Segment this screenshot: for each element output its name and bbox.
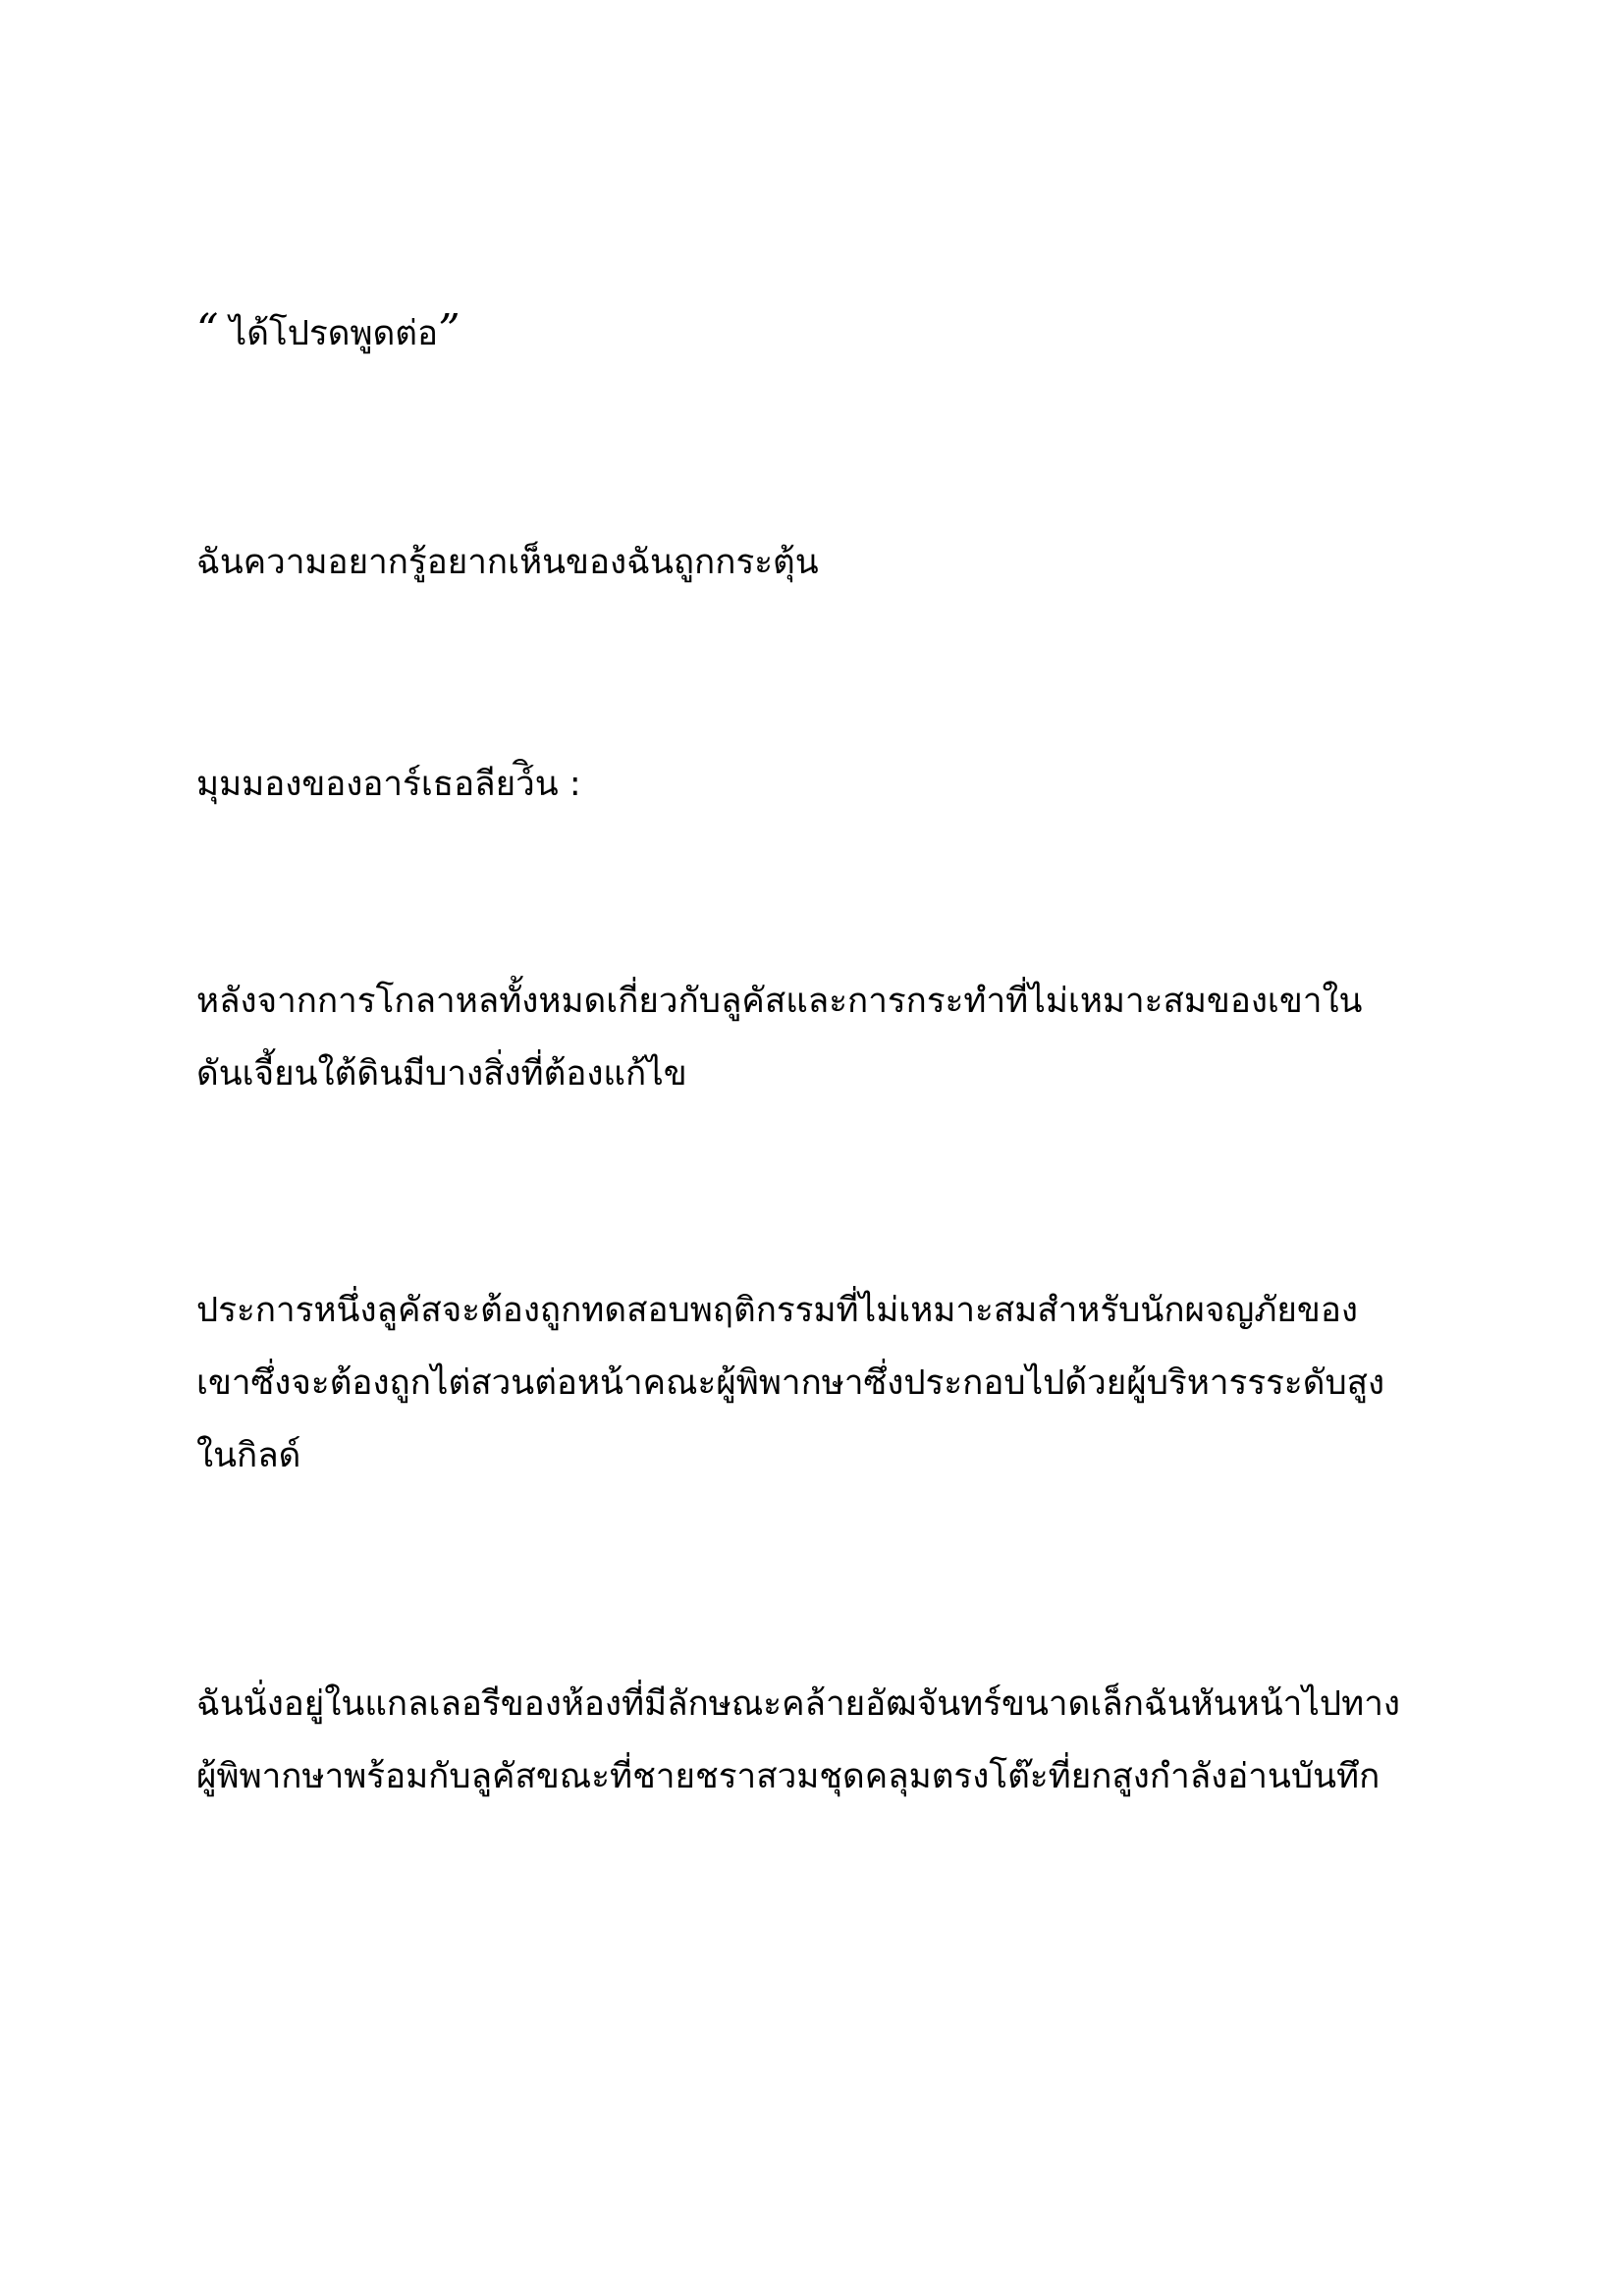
quote-text: ได้โปรดพูดต่อ xyxy=(218,314,439,353)
close-quote-mark: ” xyxy=(438,305,460,355)
paragraph-gallery xyxy=(196,1668,1473,1813)
paragraph-curiosity xyxy=(196,526,1473,599)
paragraph-aftermath xyxy=(196,965,1473,1110)
paragraph-line: เขาซึ่งจะต้องถูกไต่สวนต่อหน้าคณะผู้พิพากษาซึ่งประกอบไปด้วยผู้บริหารรระดับสูง xyxy=(196,1363,1385,1403)
paragraph-line: ประการหนึ่งลูคัสจะต้องถูกทดสอบพฤติกรรมที่ไม่เหมาะสมสำหรับนักผจญภัยของ xyxy=(196,1291,1358,1330)
paragraph-line: ฉันความอยากรู้อยากเห็นของฉันถูกกระตุ้น xyxy=(196,543,819,582)
section-heading xyxy=(196,748,1473,821)
quote-line xyxy=(196,294,1473,370)
paragraph-line: ผู้พิพากษาพร้อมกับลูคัสขณะที่ชายชราสวมชุดคลุมตรงโต๊ะที่ยกสูงกำลังอ่านบันทึก xyxy=(196,1757,1380,1796)
paragraph-line: หลังจากการโกลาหลทั้งหมดเกี่ยวกับลูคัสและการกระทำที่ไม่เหมาะสมของเขาใน xyxy=(196,982,1363,1021)
open-quote-mark: “ xyxy=(196,305,219,355)
paragraph-line: ในกิลด์ xyxy=(196,1436,301,1475)
paragraph-line: ฉันนั่งอยู่ในแกลเลอรีของห้องที่มีลักษณะคล้ายอัฒจันทร์ขนาดเล็กฉันหันหน้าไปทาง xyxy=(196,1684,1400,1724)
paragraph-line: ดันเจี้ยนใต้ดินมีบางสิ่งที่ต้องแก้ไข xyxy=(196,1054,687,1094)
paragraph-line: มุมมองของอาร์เธอลียว์ิน : xyxy=(196,765,581,804)
paragraph-trial xyxy=(196,1274,1473,1492)
